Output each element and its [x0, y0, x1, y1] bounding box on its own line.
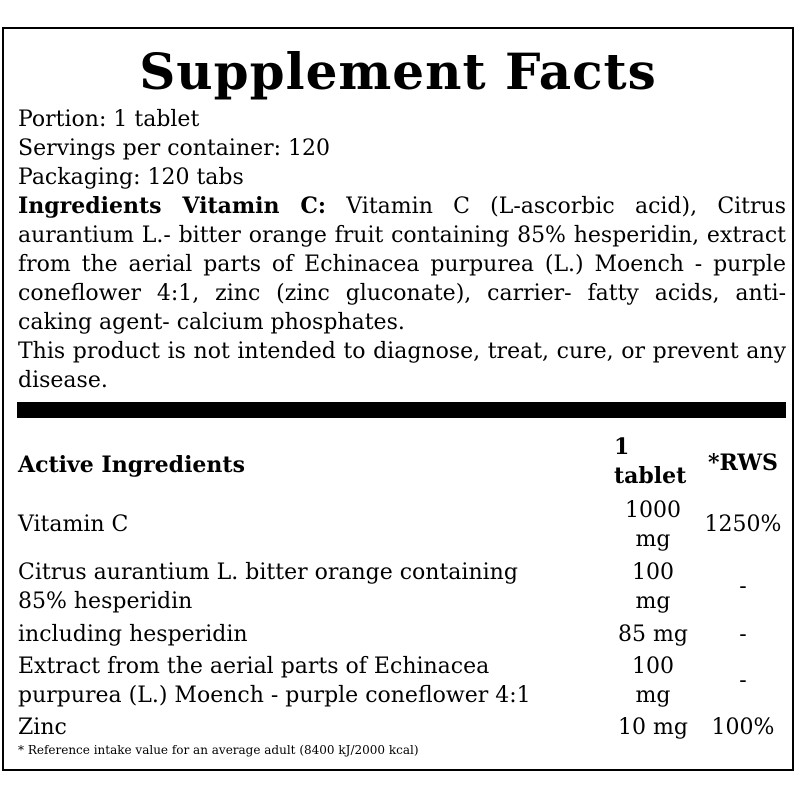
footnote: * Reference intake value for an average adult (8400 kJ/2000 kcal): [18, 743, 419, 757]
supplement-facts-label: [2, 27, 794, 771]
row-name: [18, 652, 531, 710]
disclaimer: This product is not intended to diagnose, treat, cure, or prevent any disease.: [18, 339, 786, 393]
packaging-line: Packaging: 120 tabs: [18, 165, 244, 190]
row-amount-unit: mg: [635, 589, 671, 614]
row-amount: 10 mg: [618, 715, 688, 740]
header-rws: *RWS: [708, 450, 778, 476]
header-amount-line1: 1: [614, 434, 630, 460]
row-name-line2: purpurea (L.) Moench - purple coneflower 4:1: [18, 683, 531, 708]
row-name-line2: 85% hesperidin: [18, 589, 193, 614]
row-name: [18, 558, 518, 616]
row-amount: [608, 496, 698, 554]
row-amount-unit: mg: [635, 683, 671, 708]
row-name: including hesperidin: [18, 622, 248, 647]
header-amount-line2: tablet: [614, 463, 687, 489]
row-name-line1: Citrus aurantium L. bitter orange containing: [18, 560, 518, 585]
row-amount-value: 100: [632, 560, 674, 585]
row-rws: -: [739, 668, 747, 693]
row-name: Zinc: [18, 715, 67, 740]
row-amount-value: 100: [632, 654, 674, 679]
row-rws: 100%: [711, 715, 775, 740]
row-name-line1: Extract from the aerial parts of Echinacea: [18, 654, 490, 679]
product-info: [18, 105, 786, 395]
row-rws: -: [739, 574, 747, 599]
row-rws: -: [739, 622, 747, 647]
header-amount: [604, 433, 704, 491]
portion-line: Portion: 1 tablet: [18, 107, 200, 132]
row-amount: [608, 558, 698, 616]
header-active-ingredients: Active Ingredients: [18, 452, 245, 478]
row-amount-value: 1000: [625, 498, 681, 523]
row-rws: 1250%: [704, 512, 782, 537]
row-name: Vitamin C: [18, 512, 129, 537]
section-divider: [17, 402, 786, 418]
row-amount-unit: mg: [635, 527, 671, 552]
row-amount: 85 mg: [618, 622, 688, 647]
label-title: Supplement Facts: [139, 42, 657, 101]
ingredients-paragraph: [18, 192, 786, 337]
row-amount: [608, 652, 698, 710]
servings-line: Servings per container: 120: [18, 136, 331, 161]
ingredients-label: Ingredients Vitamin C:: [18, 193, 327, 219]
ingredients-text: Vitamin C (L-ascorbic acid), Citrus aurantium L.- bitter orange fruit containing 85% hesperidin, extract from the aerial parts of Echinacea purpurea (L.) Moench - purple coneflower 4:1, zinc (zinc gluconate), carrier- fatty acids, anti-caking agent- calcium phosphates.: [18, 194, 787, 335]
